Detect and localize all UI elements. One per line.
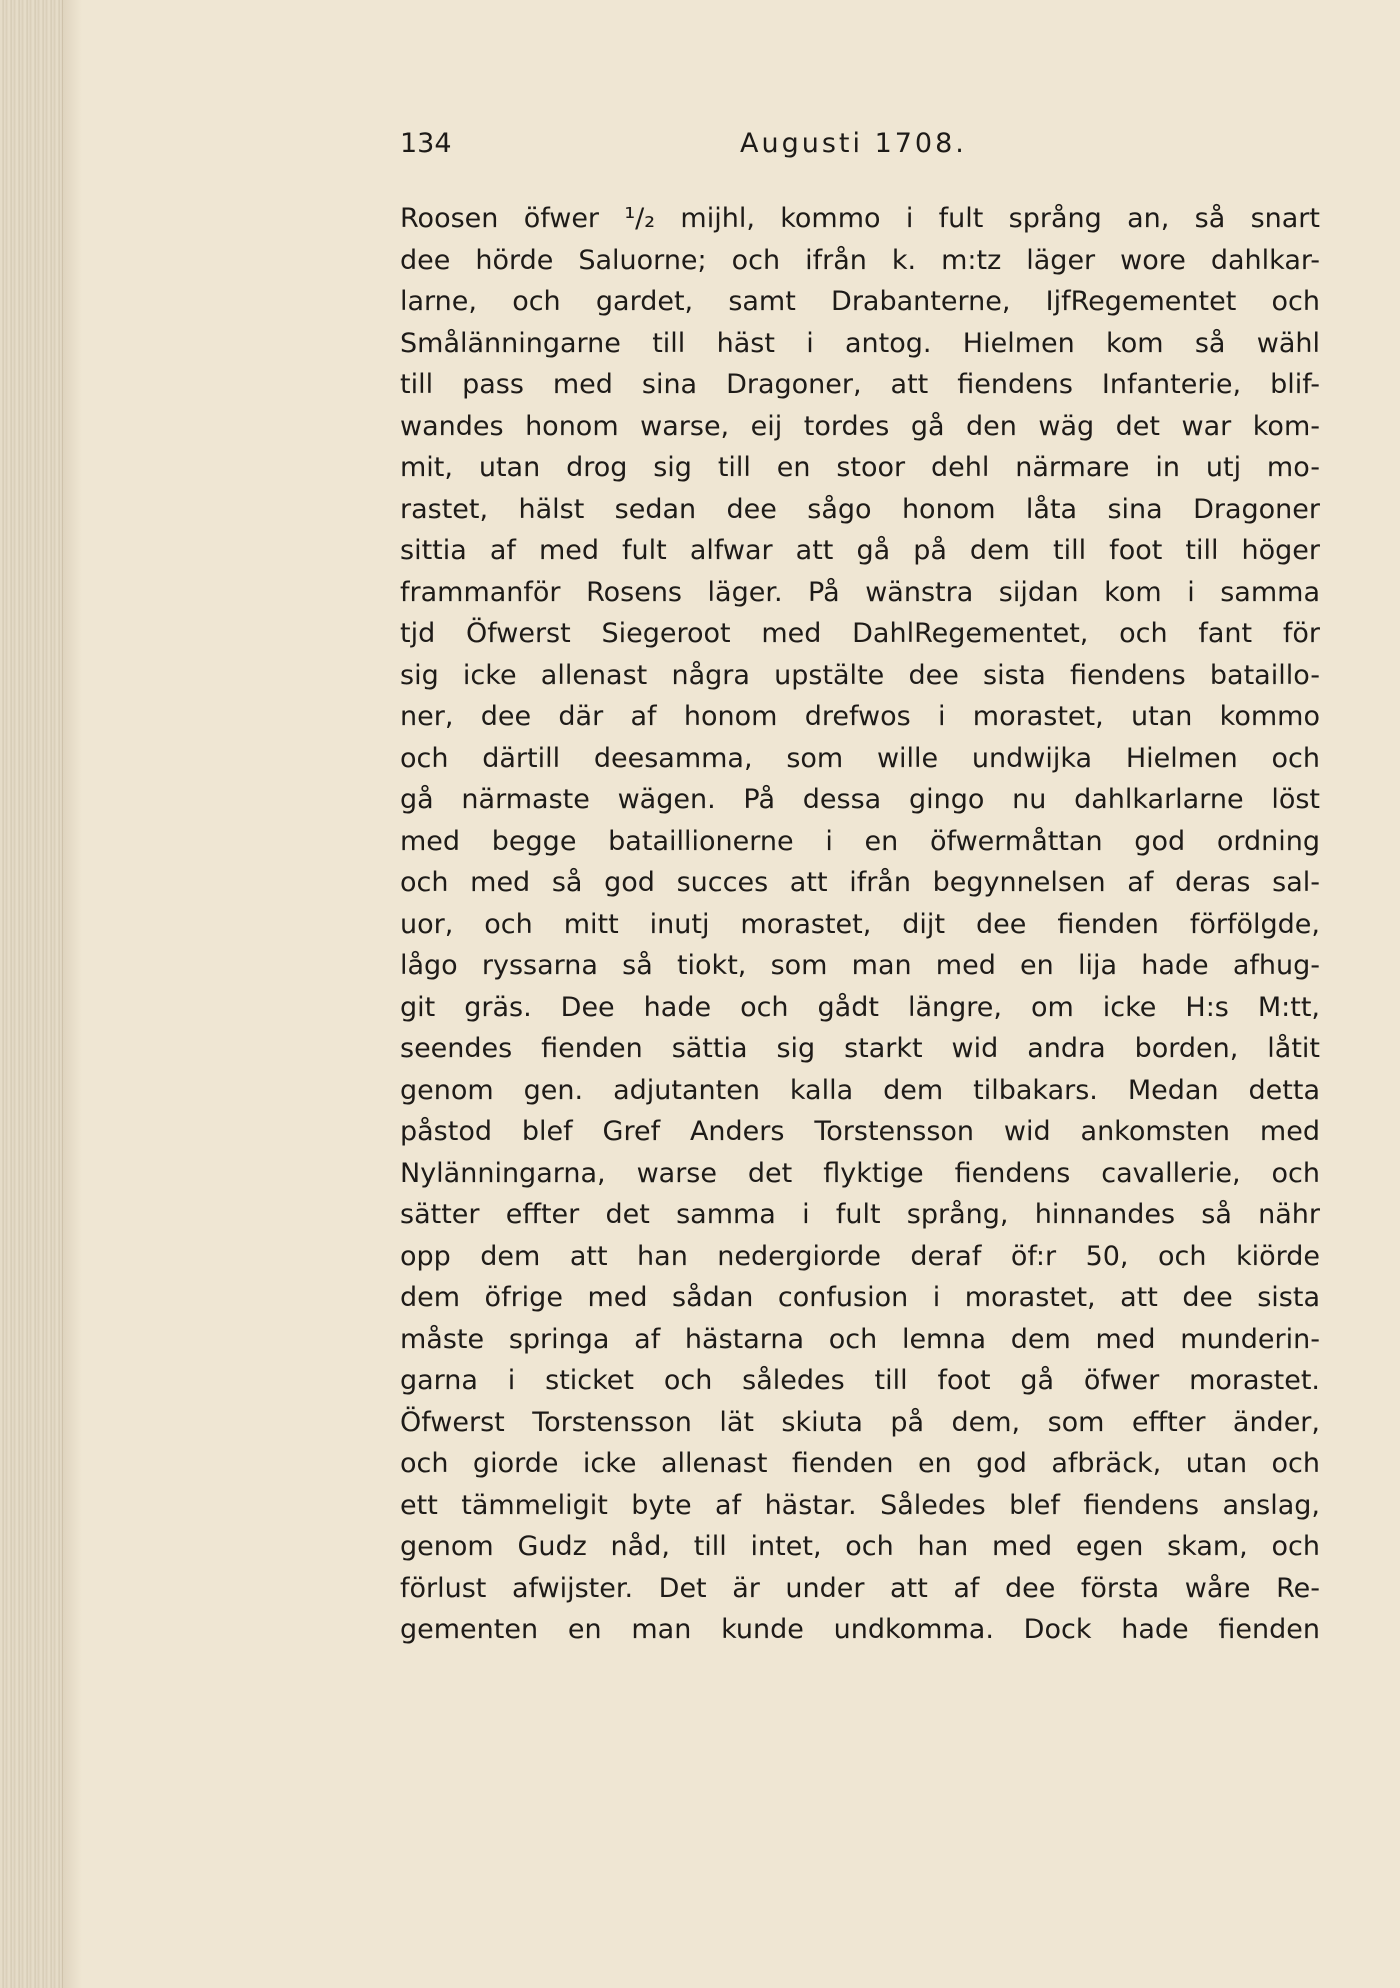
body-text (400, 198, 1320, 1651)
text-line: och med så god succes att ifrån begynnelsen af deras sal- (400, 867, 1320, 898)
text-line: uor, och mitt inutj morastet, dijt dee fienden förfölgde, (400, 908, 1320, 940)
binding-shadow (62, 0, 82, 1988)
text-line: mit, utan drog sig till en stoor dehl närmare in utj mo- (400, 452, 1320, 483)
text-line: tjd Öfwerst Siegeroot med DahlRegementet, och fant för (400, 618, 1320, 649)
text-line: Öfwerst Torstensson lät skiuta på dem, som effter änder, (400, 1406, 1320, 1438)
text-line: larne, och gardet, samt Drabanterne, IjfRegementet och (400, 286, 1320, 317)
text-line: seendes fienden sättia sig starkt wid andra borden, låtit (400, 1033, 1320, 1064)
text-line: genom gen. adjutanten kalla dem tilbakars. Medan detta (400, 1074, 1320, 1106)
text-line: med begge bataillionerne i en öfwermåttan god ordning (400, 825, 1320, 857)
text-line: garna i sticket och således till foot gå öfwer morastet. (400, 1365, 1320, 1396)
text-line: Roosen öfwer ¹/₂ mijhl, kommo i fult språng an, så snart (400, 203, 1320, 234)
text-line: och giorde icke allenast fienden en god afbräck, utan och (400, 1448, 1320, 1479)
text-line: påstod blef Gref Anders Torstensson wid ankomsten med (400, 1116, 1320, 1147)
text-line: sig icke allenast några upstälte dee sista fiendens bataillo- (400, 659, 1320, 691)
text-line: ner, dee där af honom drefwos i morastet, utan kommo (400, 701, 1320, 732)
page-number: 134 (400, 128, 452, 159)
text-line: git gräs. Dee hade och gådt längre, om icke H:s M:tt, (400, 991, 1320, 1023)
text-line: måste springa af hästarna och lemna dem med munderin- (400, 1323, 1320, 1355)
text-line: dem öfrige med sådan confusion i morastet, att dee sista (400, 1282, 1320, 1313)
text-line: wandes honom warse, eij tordes gå den wäg det war kom- (400, 410, 1320, 442)
text-line: gå närmaste wägen. På dessa gingo nu dahlkarlarne löst (400, 784, 1320, 815)
text-line: dee hörde Saluorne; och ifrån k. m:tz läger wore dahlkar- (400, 244, 1320, 276)
page-binding-edge (0, 0, 63, 1988)
page-header (400, 128, 1320, 168)
text-line: opp dem att han nedergiorde deraf öf:r 50, och kiörde (400, 1240, 1320, 1272)
text-line: och därtill deesamma, som wille undwijka Hielmen och (400, 742, 1320, 774)
text-line: gementen en man kunde undkomma. Dock hade fienden (400, 1614, 1320, 1645)
text-line: Smålänningarne till häst i antog. Hielmen kom så wähl (400, 327, 1320, 359)
text-line: förlust afwijster. Det är under att af dee första wåre Re- (400, 1572, 1320, 1604)
running-head: Augusti 1708. (740, 128, 967, 159)
text-line: frammanför Rosens läger. På wänstra sijdan kom i samma (400, 576, 1320, 608)
text-line: sittia af med fult alfwar att gå på dem till foot till höger (400, 535, 1320, 566)
text-line: rastet, hälst sedan dee sågo honom låta sina Dragoner (400, 493, 1320, 525)
text-line: genom Gudz nåd, till intet, och han med egen skam, och (400, 1531, 1320, 1562)
text-line: Nylänningarna, warse det flyktige fiendens cavallerie, och (400, 1157, 1320, 1189)
text-line: sätter effter det samma i fult språng, hinnandes så nähr (400, 1199, 1320, 1230)
text-line: ett tämmeligit byte af hästar. Således blef fiendens anslag, (400, 1489, 1320, 1521)
text-line: till pass med sina Dragoner, att fiendens Infanterie, blif- (400, 369, 1320, 400)
text-line: lågo ryssarna så tiokt, som man med en lija hade afhug- (400, 950, 1320, 981)
